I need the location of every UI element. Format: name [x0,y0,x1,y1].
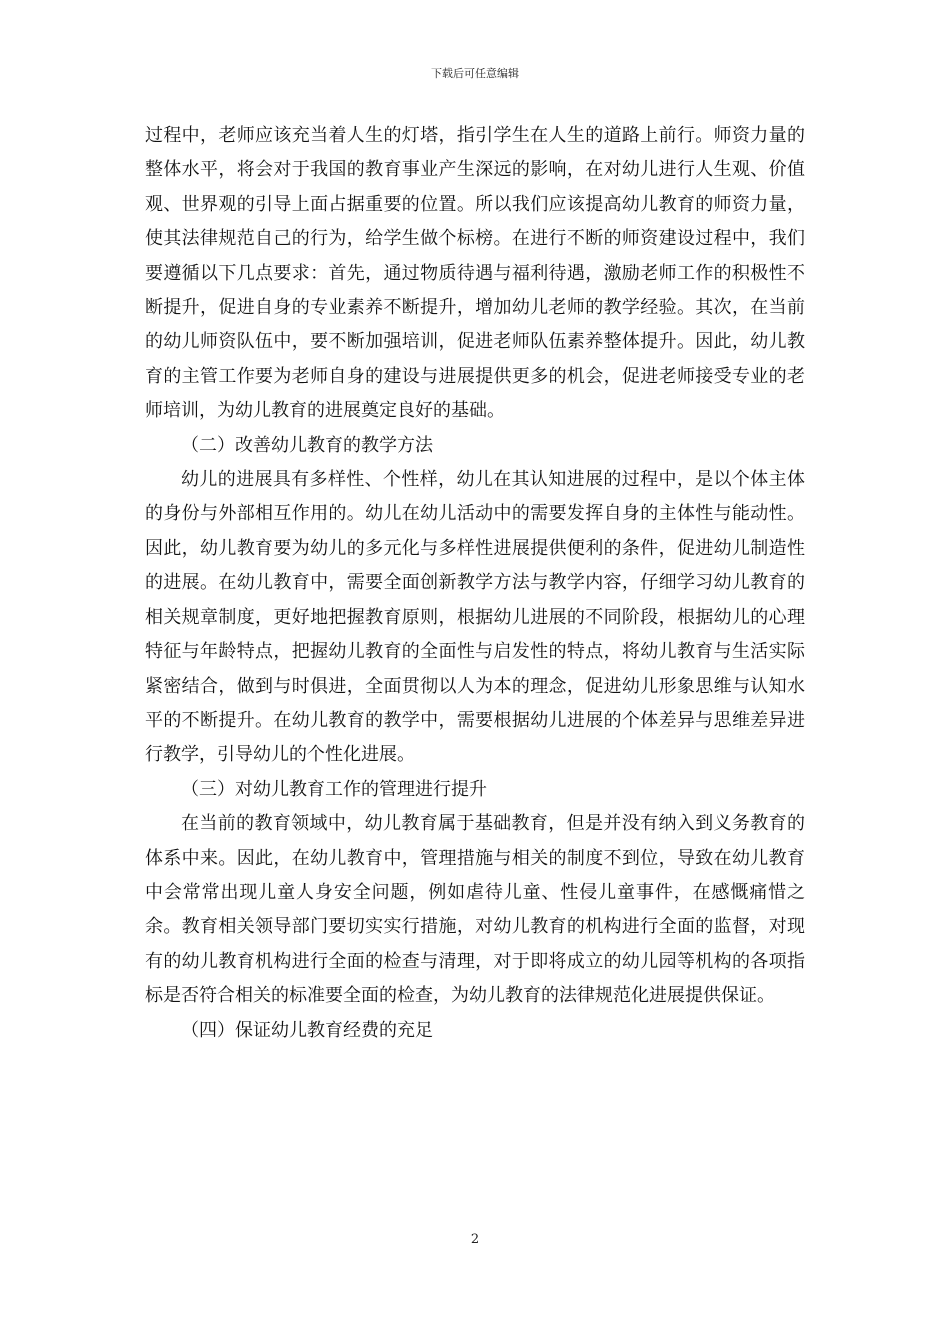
section-heading-teaching-methods: （二）改善幼儿教育的教学方法 [181,434,433,456]
section-heading-management: （三）对幼儿教育工作的管理进行提升 [181,778,487,800]
page-number: 2 [470,1232,480,1247]
paragraph-teaching-methods: 幼儿的进展具有多样性、个性样，幼儿在其认知进展的过程中，是以个体主体的身份与外部相互作用的。幼儿在幼儿活动中的需要发挥自身的主体性与能动性。因此，幼儿教育要为幼儿的多元化与多样性进展提供便利的条件，促进幼儿制造性的进展。在幼儿教育中，需要全面创新教学方法与教学内容，仔细学习幼儿教育的相关规章制度，更好地把握教育原则，根据幼儿进展的不同阶段，根据幼儿的心理特征与年龄特点，把握幼儿教育的全面性与启发性的特点，将幼儿教育与生活实际紧密结合，做到与时俱进，全面贯彻以人为本的理念，促进幼儿形象思维与认知水平的不断提升。在幼儿教育的教学中，需要根据幼儿进展的个体差异与思维差异进行教学，引导幼儿的个性化进展。 [145,469,805,766]
paragraph-management: 在当前的教育领域中，幼儿教育属于基础教育，但是并没有纳入到义务教育的体系中来。因此，在幼儿教育中，管理措施与相关的制度不到位，导致在幼儿教育中会常常出现儿童人身安全问题，例如虐待儿童、性侵儿童事件，在感慨痛惜之余。教育相关领导部门要切实实行措施，对幼儿教育的机构进行全面的监督，对现有的幼儿教育机构进行全面的检查与清理，对于即将成立的幼儿园等机构的各项指标是否符合相关的标准要全面的检查，为幼儿教育的法律规范化进展提供保证。 [145,813,805,1007]
section-heading-funding: （四）保证幼儿教育经费的充足 [181,1019,433,1041]
paragraph-teacher-quality: 过程中，老师应该充当着人生的灯塔，指引学生在人生的道路上前行。师资力量的整体水平，将会对于我国的教育事业产生深远的影响，在对幼儿进行人生观、价值观、世界观的引导上面占据重要的位置。所以我们应该提高幼儿教育的师资力量，使其法律规范自己的行为，给学生做个标榜。在进行不断的师资建设过程中，我们要遵循以下几点要求：首先，通过物质待遇与福利待遇，激励老师工作的积极性不断提升，促进自身的专业素养不断提升，增加幼儿老师的教学经验。其次，在当前的幼儿师资队伍中，要不断加强培训，促进老师队伍素养整体提升。因此，幼儿教育的主管工作要为老师自身的建设与进展提供更多的机会，促进老师接受专业的老师培训，为幼儿教育的进展奠定良好的基础。 [145,125,805,422]
page-header: 下载后可任意编辑 [431,67,519,80]
document-body [145,119,805,1048]
